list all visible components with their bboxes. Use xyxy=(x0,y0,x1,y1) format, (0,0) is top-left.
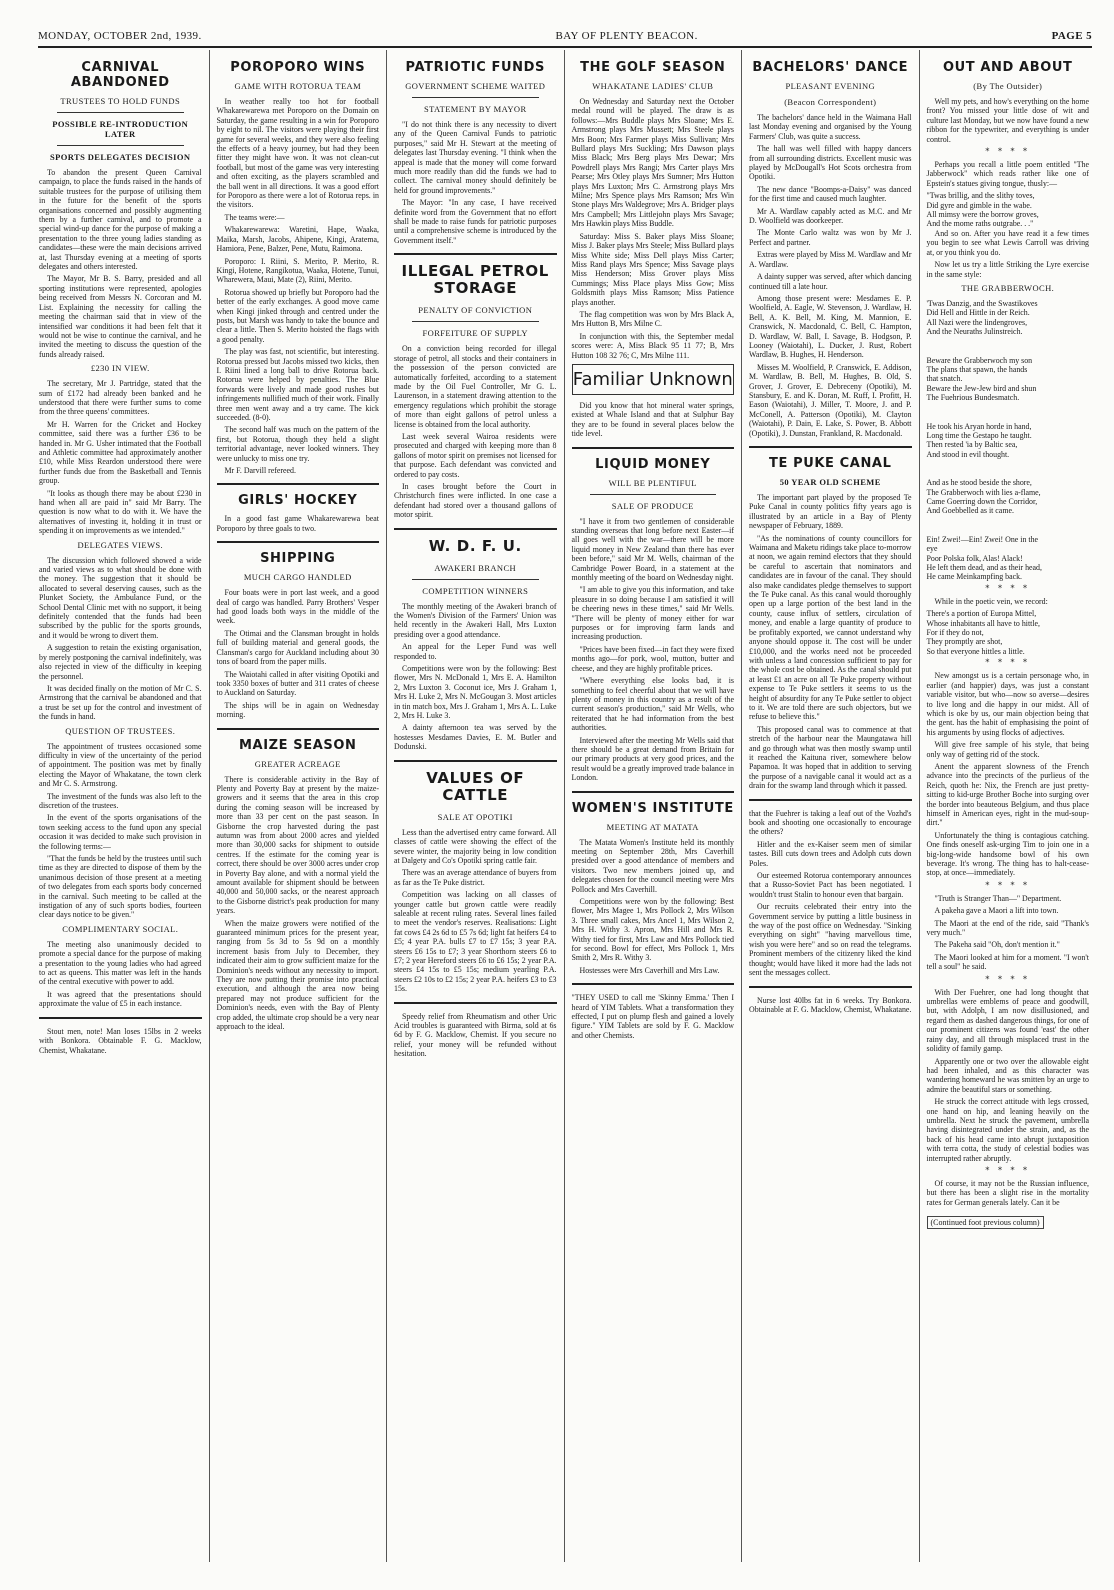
subhead: POSSIBLE RE-INTRODUCTION LATER xyxy=(52,119,189,139)
paragraph: A dainty supper was served, after which dancing continued till a late hour. xyxy=(749,272,912,291)
divider xyxy=(749,446,912,448)
headline-girls-hockey: GIRLS' HOCKEY xyxy=(238,493,358,509)
divider xyxy=(412,579,539,580)
paragraph: Among those present were: Mesdames E. P. Woolfield, A. Eagle, W. Stevenson, J. Wardlaw, H. Bell, A. K. Bell, M. King, M. Mannion, E. Cranswick, N. Macdonald, C. Bell, C. Hampton, D. Wardlaw, W. Ball, I. Savage, B. Hodgson, P. Looney (Waiotahi), L. Ducker, J. Rust, Robert Wardlaw, B. Hughes, H. Henderson. xyxy=(749,293,912,360)
column-2 xyxy=(209,50,387,1562)
paragraph: Our recruits celebrated their entry into the Government service by putting a little business in the way of the post office on Wednesday. "Sinking everything on sight" "having marvellous time, wish you were here" and so on read the telegrams. Prominent members of the citizenry liked the kind thought; would have liked it more had the lads not sent the messages collect. xyxy=(749,902,912,978)
paragraph: Now let us try a little Striking the Lyre exercise in the same style: xyxy=(926,260,1089,279)
paragraph: "I do not think there is any necessity to divert any of the Queen Carnival Funds to patriotic purposes," said Mr H. Stewart at the meeting of delegates last Thursday evening. "I think when the appeal is made that the money will come forward much more readily than did the funds we had to collect. The carnival money should definitely be held for ground improvements." xyxy=(394,120,557,195)
subhead: STATEMENT BY MAYOR xyxy=(423,104,527,114)
paragraph: "I am able to give you this information, and take pleasure in so doing because I am satisfied it will be cheering news in these times," said Mr Wells. "There will be plenty of money either for war purposes or for improving farm lands and increasing production. xyxy=(571,585,734,642)
paragraph: With Der Fuehrer, one had long thought that umbrellas were emblems of peace and goodwill, but, with Adolph, I am now disillusioned, and regard them as dashed dangerous things, for one of our prominent citizens was found 'east' the other rainy day, and all through misplaced trust in the solidity of family gamp. xyxy=(926,987,1089,1054)
paragraph: Saturday: Miss S. Baker plays Miss Sloane; Miss J. Baker plays Mrs Steele; Miss Bullard plays Miss White side; Miss Dell plays Miss Carter; Miss Rand plays Mrs Spence; Miss Savage plays Miss Henderson; Miss Grover plays Miss Cummings; Miss Place plays Miss Gow; Miss Goldsmith plays Miss Ramson; Miss Patience plays another. xyxy=(571,231,734,307)
advertisement: Stout men, note! Man loses 15lbs in 2 weeks with Bonkora. Obtainable F. G. Macklow, Chemist, Whakatane. xyxy=(39,1026,202,1055)
separator-stars: * * * * xyxy=(985,658,1031,668)
subhead: PLEASANT EVENING xyxy=(785,81,876,91)
continued-note: (Continued foot previous column) xyxy=(927,1216,1044,1229)
paragraph: "Prices have been fixed—in fact they were fixed months ago—for pork, wool, mutton, butter and cheese, and they are highly profitable prices. xyxy=(571,644,734,673)
paragraph: Competition was lacking on all classes of younger cattle but grown cattle were readily saleable at recent ruling rates. Several lines failed to meet the vendor's reserves. Realisations: Light fat cows £4 2s 6d to £5 7s 6d; light fat heifers £4 to £5; 4 year P.A. bulls £7 to £7 15s; 3 year P.A. steers £6 15s to £7; 3 year Shorthorn steers £6 to £7; 2 year Hereford steers £6 to £6 15s; 2 year P.A. steers £4 15s to £5 15s; medium yearling P.A. steers £2 10s to £2 15s; 2 year P.A. heifers £3 to £3 15s. xyxy=(394,890,557,994)
subhead: 50 YEAR OLD SCHEME xyxy=(779,477,881,487)
paragraph: It was agreed that the presentations should approximate the value of £5 in each instance. xyxy=(39,989,202,1009)
poem-line: Came Goerring down the Corridor, xyxy=(926,497,1038,506)
subhead: GREATER ACREAGE xyxy=(254,758,341,769)
paragraph: Anent the apparent slowness of the French advance into the precincts of the purlieus of the Reich, quoth he: Nix, the French are just pretty-sitting to kid-urge Brother Boche into surging over the border into beauteous Belgium, and thus place himself in American eyes, right in the mud-soup-dirt." xyxy=(926,761,1089,828)
paragraph: Well my pets, and how's everything on the home front? You missed your little dose of wit and culture last Monday, but we now have found a new ribbon for the typewriter, and everything is under control. xyxy=(926,97,1089,144)
poem-line: And Goebbelled as it came. xyxy=(926,506,1014,516)
paragraph: The important part played by the proposed Te Puke Canal in county politics fifty years ago is illustrated by an article in a Bay of Plenty newspaper of February, 1889. xyxy=(749,493,912,531)
paragraph: Hostesses were Mrs Caverhill and Mrs Law. xyxy=(579,965,720,975)
headline-maize: MAIZE SEASON xyxy=(239,737,357,753)
separator-stars: * * * * xyxy=(985,880,1031,890)
divider xyxy=(394,253,557,255)
paragraph: Unfortunately the thing is contagious catching. One finds oneself ask-urging Tim to join one in a big-long-wide handsome bowl of his own beverage. It's wrong. The thing has to halt-cease-stop, at once—immediately. xyxy=(926,830,1089,878)
headline-familiar-unknown: Familiar Unknown xyxy=(572,364,735,395)
paragraph: that the Fuehrer is taking a leaf out of the Vozhd's book and shooting one occasionally to encourage the others? xyxy=(749,808,912,837)
paragraph: Our esteemed Rotorua contemporary announces that a Russo-Soviet Pact has been negotiated. I wouldn't trust Stalin to honour even that bargain. xyxy=(749,871,912,899)
byline: (By The Outsider) xyxy=(973,81,1043,91)
poem-line: "Twas brillig, and the slithy toves, xyxy=(926,191,1035,201)
divider xyxy=(412,97,539,98)
paragraph: Rotorua showed up briefly but Poroporo had the better of the early exchanges. A good move came when Kingi jinked through and centred under the posts, but Marsh was handy to take the bounce and clear a little. Then S. Merito hoisted the flags with a good penalty. xyxy=(216,287,379,344)
masthead-title: BAY OF PLENTY BEACON. xyxy=(555,30,698,42)
advertisement: Nurse lost 40lbs fat in 6 weeks. Try Bonkora. Obtainable at F. G. Macklow, Chemist, Whakatane. xyxy=(749,995,912,1014)
paragraph: There was an average attendance of buyers from as far as the Te Puke district. xyxy=(394,868,557,887)
poem-line: Beware the Grabberwoch my son xyxy=(926,355,1033,365)
divider xyxy=(590,494,717,495)
headline-cattle: VALUES OF CATTLE xyxy=(426,768,525,804)
divider xyxy=(39,1017,202,1019)
divider xyxy=(572,791,735,793)
paragraph: In the event of the sports organisations of the town seeking access to the fund upon any special occasion it was decided to make such provision in the following terms:— xyxy=(39,813,202,851)
headline-shipping: SHIPPING xyxy=(260,551,336,567)
poem-line: eye xyxy=(926,544,938,554)
advertisement: "THEY USED to call me 'Skinny Emma.' Then I heard of YIM Tablets. What a transformation they effected, I put on plump flesh and gained a lovely figure." YIM Tablets are sold by F. G. Macklow and other Chemists. xyxy=(571,993,734,1040)
paragraph: Last week several Wairoa residents were prosecuted and charged with keeping more than 8 gallons of motor spirit on premises not licensed for that purpose. Each defendant was convicted and ordered to pay costs. xyxy=(394,431,557,479)
paragraph: The Mayor: "In any case, I have received definite word from the Government that no effort shall be made to raise funds for patriotic purposes until a comprehensive scheme is introduced by the Government itself." xyxy=(394,198,557,245)
headline-liquid-money: LIQUID MONEY xyxy=(595,456,711,472)
poem-line: that snatch. xyxy=(926,374,963,384)
subhead: MEETING AT MATATA xyxy=(606,821,699,832)
masthead-date: MONDAY, OCTOBER 2nd, 1939. xyxy=(38,30,202,42)
paragraph: The investment of the funds was also left to the discretion of the trustees. xyxy=(39,791,202,810)
poem-line: For if they do not, xyxy=(926,628,984,638)
poem-line: So that everyone hittles a little. xyxy=(926,646,1025,656)
paragraph: The Matata Women's Institute held its monthly meeting on September 28th, Mrs Caverhill presided over a good attendance of members and visitors. Two new members joined up, and delegates chosen for the council meeting were Mrs Pollock and Mrs Caverhill. xyxy=(571,837,734,894)
paragraph: The Waiotahi called in after visiting Opotiki and took 3350 boxes of butter and 311 crates of cheese to Auckland on Saturday. xyxy=(216,669,379,698)
poem-line: The plans that spawn, the hands xyxy=(926,364,1028,374)
subhead: TRUSTEES TO HOLD FUNDS xyxy=(60,96,181,106)
poem-limerick xyxy=(927,609,1090,656)
paragraph: Did you know that hot mineral water springs, existed at Whale Island and that at Sulphur Bay they are to be found in several places below the tide level. xyxy=(571,400,734,439)
paragraph: Will give free sample of his style, that being only way of getting rid of the stock. xyxy=(926,740,1089,759)
paragraph: He struck the correct attitude with legs crossed, one hand on hip, and leaning heavily on the umbrella. Next he struck the pavement, umbrella having disintegrated under the strain, and, as the back of his head came into abrupt juxtaposition with terra cotta, the study of celestial bodies was interrupted rather abruptly. xyxy=(926,1097,1089,1163)
paragraph: New amongst us is a certain personage who, in earlier (and happier) days, was just a constant variable visitor, but who—now so averse—desires to live long and die happy in our midst. All of which is oke by us, our main objection being that the gent. has the habit of emphasising the point of his arguments by using flocks of adjectives. xyxy=(926,671,1089,737)
subhead: PENALTY OF CONVICTION xyxy=(418,305,533,316)
poem-line: Did gyre and gimble in the wabe. xyxy=(926,200,1032,210)
divider xyxy=(57,112,184,113)
paragraph: To abandon the present Queen Carnival campaign, to place the funds raised in the hands of suitable trustees for the purpose of utilising them in the future for the benefit of the sports organisations concerned and possibly augmenting them by a further carnival, and to promote a special wind-up dance for the purpose of making a presentation to the three young ladies standing as candidates—these were the main decisions arrived at, last Thursday evening at a meeting of sports delegates and others interested. xyxy=(39,168,202,272)
section-heading: QUESTION OF TRUSTEES. xyxy=(65,725,176,736)
poem-line: Whose inhabitants all have to hittle, xyxy=(926,618,1041,628)
paragraph: Misses M. Woolfield, P. Cranswick, E. Addison, M. Wardlaw, B. Bell, M. Hughes, B. Old, S. Grover, J. Grover, E. Debreceny (Opotiki), M. Stansbury, E. and K. Doran, M. Ruff, I. Profitt, H. Eason (Waiotahi), J. Miller, T. Moore, J. and P. McConell, A. Patterson (Opotiki), M. Clayton (Waiotahi), P. Dain, E. Lake, S. Power, B. Abbott (Opotiki), J. Dunstan, Frankland, R. Macdonald. xyxy=(749,362,912,438)
paragraph: Perhaps you recall a little poem entitled "The Jabberwock" which reads rather like one of Epstein's statues giving tongue, thusly:— xyxy=(926,160,1089,188)
subhead: WILL BE PLENTIFUL xyxy=(608,477,697,488)
poem-line: The Grabberwoch with lies a-flame, xyxy=(926,487,1041,497)
poem-line: Then rested 'ia by Baltic sea, xyxy=(926,440,1018,450)
poem-line: All Nazi were the lindengroves, xyxy=(926,317,1028,327)
separator-stars: * * * * xyxy=(985,1165,1031,1175)
poem-line: Did Hell and Hittle in der Reich. xyxy=(926,308,1030,318)
poem-title: THE GRABBERWOCH. xyxy=(961,282,1055,293)
column-6 xyxy=(919,50,1097,1562)
headline-carnival: CARNIVAL ABANDONED xyxy=(70,60,170,90)
paragraph: The discussion which followed showed a wide and varied views as to what should be done with the money. The suggestion that it should be allocated to several deserving causes, such as the Plunket Society, the Ambulance Fund, or the School Dental Clinic met with no support, it being definitely contended that the funds had been subscribed by the public for the sports grounds, and it would be wrong to divert them. xyxy=(39,555,202,640)
paragraph: The monthly meeting of the Awakeri branch of the Women's Division of the Farmers' Union was held recently in the Awakeri Hall, Mrs Luxton presiding over a good attendance. xyxy=(394,601,557,639)
subhead: SALE OF PRODUCE xyxy=(611,500,694,511)
paragraph: Interviewed after the meeting Mr Wells said that there should be a great demand from Britain for our primary products at very good prices, and the result would be a greatly improved trade balance in London. xyxy=(571,735,734,783)
poem-line: They promptly are shot, xyxy=(926,637,1003,647)
poem-line: He came Meinkampfing back. xyxy=(926,572,1023,582)
paragraph: "That the funds be held by the trustees until such time as they are directed to dispose of them by the unanimous decision of those present at a meeting of two delegates from each sports body concerned in the carnival. Such meeting to be called at the instigation of any of such sports bodies, fourteen clear days notice to be given." xyxy=(39,854,202,920)
paragraph: The new dance "Boomps-a-Daisy" was danced for the first time and caused much laughter. xyxy=(749,184,912,204)
paragraph: In conjunction with this, the September medal scores were: A, Miss Black 95 11 77; B, Mrs Hutton 108 32 76; C, Mrs Milne 111. xyxy=(571,331,734,360)
paragraph: In cases brought before the Court in Christchurch fines were inflicted. In one case a defendant had stored over a thousand gallons of motor spirit. xyxy=(394,481,557,520)
paragraph: The flag competition was won by Mrs Black A, Mrs Hutton B, Mrs Milne C. xyxy=(571,309,734,329)
headline-petrol: ILLEGAL PETROL STORAGE xyxy=(401,262,549,298)
paragraph: Extras were played by Miss M. Wardlaw and Mr A. Wardlaw. xyxy=(749,250,912,269)
paragraph: In a good fast game Whakarewarewa beat Poroporo by three goals to two. xyxy=(216,514,379,533)
divider xyxy=(572,447,735,449)
advertisement: Speedy relief from Rheumatism and other Uric Acid troubles is guaranteed with Birma, sold at 6s 6d by F. G. Macklow, Chemist. If you secure no relief, your money will be refunded without hesitation. xyxy=(394,1011,557,1059)
poem-line: Poor Polska folk, Alas! Alack! xyxy=(926,553,1023,563)
paragraph: An appeal for the Leper Fund was well responded to. xyxy=(394,642,557,661)
paragraph: The teams were:— xyxy=(224,212,285,222)
separator-stars: * * * * xyxy=(985,583,1031,593)
subhead: AWAKERI BRANCH xyxy=(434,562,517,573)
poem-line: There's a portion of Europa Mittel, xyxy=(926,609,1037,619)
headline-golf: THE GOLF SEASON xyxy=(580,60,726,75)
poem-line: And the Neuraths Julinstreich. xyxy=(926,327,1023,337)
subhead: WHAKATANE LADIES' CLUB xyxy=(592,81,714,91)
paragraph: While in the poetic vein, we record: xyxy=(934,596,1048,606)
divider xyxy=(412,321,539,322)
separator-stars: * * * * xyxy=(985,147,1031,157)
paragraph: The Monte Carlo waltz was won by Mr J. Perfect and partner. xyxy=(749,228,912,247)
paragraph: The play was fast, not scientific, but interesting. Rotorua pressed but Jacobs missed two kicks, then I. Riini lined a long ball to drive Rotorua back. Rotorua were helped by penalties. The Blue forwards were lively and made good rushes but infringements nullified much of their work. Finally three men went away and a try came. The kick succeeded. (8-0). xyxy=(216,347,379,422)
paragraph: The meeting also unanimously decided to promote a special dance for the purpose of making a presentation to the young ladies who had agreed to act as queens. This matter was left in the hands of the central executive with power to add. xyxy=(39,939,202,987)
paragraph: On a conviction being recorded for illegal storage of petrol, all stocks and their containers in the possession of the person convicted are automatically forfeited, according to a statement made by the Oil Fuel Controller, Mr G. L. Laurenson, in a statement drawing attention to the emergency regulations which prohibit the storage of more than eight gallons of petrol unless a license is obtained from the local authority. xyxy=(394,344,557,429)
paragraph: "Truth is Stranger Than—" Department. xyxy=(934,893,1062,903)
headline-wdfu: W. D. F. U. xyxy=(428,536,522,555)
paragraph: Whakarewarewa: Waretini, Hape, Waaka, Maika, Marsh, Jacobs, Ahipene, Kingi, Aratema, Hamiora, Pene, Balzer, Pene, Mutu, Raimona. xyxy=(216,225,379,254)
subhead: GAME WITH ROTORUA TEAM xyxy=(234,81,362,91)
divider xyxy=(217,541,380,543)
paragraph: The Maori at the end of the ride, said "Thank's very much." xyxy=(926,918,1089,938)
divider xyxy=(217,728,380,730)
divider xyxy=(394,760,557,762)
paragraph: There is considerable activity in the Bay of Plenty and Poverty Bay at present by the maize-growers and it seems that the area in this crop during the coming season will be increased by more than 33 per cent on the past season. In Gisborne the crop harvested during the past autumn was from about 2000 acres and yielded more than 30,000 sacks for shipment to outside centres. If the estimate for the coming year is correct, there should be over 3000 acres under crop in Poverty Bay alone, and with a normal yield the amount available for shipment should be between 40,000 and 50,000 sacks, or the nearest approach to the Gisborne district's peak production for many years. xyxy=(216,774,379,916)
paragraph: Mr H. Warren for the Cricket and Hockey committee, said there was a further £36 to be handed in. Mr G. Usher intimated that the Football and Athletic committee had approximately another £10, while Miss Reardon understood there were further funds due from the Basketball and Tennis group. xyxy=(39,419,202,486)
poem-line: 'Twas Danzig, and the Swastikoves xyxy=(926,298,1038,308)
poem-jabberwock xyxy=(927,191,1090,229)
paragraph: Of course, it may not be the Russian influence, but there has been a slight rise in the mortality rates for German generals lately. Can it be xyxy=(926,1178,1089,1207)
paragraph: The second half was much on the pattern of the first, but Rotorua, though they held a slight territorial advantage, never looked winners. They were unlucky to miss one try. xyxy=(216,425,379,463)
paragraph: "I have it from two gentlemen of considerable standing overseas that long before next Easter—if all goes well with the war—there will be more liquid money in New Zealand than there has ever been before," said Mr M. Wells, chairman of the Cambridge Power Board, in a statement at the monthly meeting of the board on Wednesday night. xyxy=(571,516,734,583)
paragraph: Apparently one or two over the allowable eight had been inhaled, and as this character was wandering homeward he was smitten by an urge to admire the beautiful stars or something. xyxy=(926,1056,1089,1094)
headline-bachelors-dance: BACHELORS' DANCE xyxy=(752,60,909,75)
paragraph: A suggestion to retain the existing organisation, by merely postponing the carnival indefinitely, was also rejected in view of the difficulty in keeping the personnel. xyxy=(39,643,202,681)
poem-line: The Fuehrious Bundesmatch. xyxy=(926,393,1020,403)
masthead-page: PAGE 5 xyxy=(1051,30,1092,42)
paragraph: A pakeha gave a Maori a lift into town. xyxy=(934,906,1059,916)
poem-line: Beware the Jew-Jew bird and shun xyxy=(926,383,1037,393)
headline-womens-institute: WOMEN'S INSTITUTE xyxy=(571,800,734,816)
paragraph: The secretary, Mr J. Partridge, stated that the sum of £172 had already been banked and he understood that there were further sums to come from the three queens' committees. xyxy=(39,379,202,417)
poem-line: He took his Aryan horde in hand, xyxy=(926,421,1032,431)
subhead: GOVERNMENT SCHEME WAITED xyxy=(405,81,546,91)
divider xyxy=(749,799,912,801)
divider xyxy=(394,528,557,530)
separator-stars: * * * * xyxy=(985,974,1031,984)
paragraph: The bachelors' dance held in the Waimana Hall last Monday evening and organised by the Young Farmers' Club, was quite a success. xyxy=(749,113,912,141)
subhead: FORFEITURE OF SUPPLY xyxy=(422,328,528,339)
paragraph: Mr A. Wardlaw capably acted as M.C. and Mr D. Woolfield was doorkeeper. xyxy=(749,206,912,226)
column-4 xyxy=(564,50,742,1562)
paragraph: The Otimai and the Clansman brought in holds full of building material and general goods, the Clansman's cargo for Auckland including about 30 tons of board from the paper mills. xyxy=(216,628,379,667)
subhead: COMPETITION WINNERS xyxy=(422,585,529,596)
poem-grabberwoch xyxy=(927,299,1090,582)
poem-line: Long time the Gestapo he taught. xyxy=(926,430,1032,440)
paragraph: The ships will be in again on Wednesday morning. xyxy=(216,700,379,720)
paragraph: Less than the advertised entry came forward. All classes of cattle were showing the effect of the severe winter, the majority being in low condition at Dalgety and Co's Opotiki spring cattle fair. xyxy=(394,827,557,865)
poem-line: And as he stood beside the shore, xyxy=(926,478,1032,488)
paragraph: A dainty afternoon tea was served by the hostesses Mesdames Davies, E. M. Butler and Dodunski. xyxy=(394,723,557,752)
paragraph: This proposed canal was to commence at that stretch of the harbour near the Maungatawa hill and go through what was then mostly swamp until it reached the Kaituna river, somewhere below Papamoa. It was hoped that in addition to serving the purpose of a navigable canal it would act as a drain for the swamp land through which it passed. xyxy=(749,724,912,791)
paragraph: Hitler and the ex-Kaiser seem men of similar tastes. Bill cuts down trees and Adolph cuts down Poles. xyxy=(749,839,912,868)
paragraph: Four boats were in port last week, and a good deal of cargo was handled. Parry Brothers' Vesper had good loads both ways in the middle of the week. xyxy=(216,588,379,626)
poem-line: And the mome raths outgrabe. . ." xyxy=(926,219,1034,229)
paragraph: Poroporo: I. Riini, S. Merito, P. Merito, R. Kingi, Hotene, Rangikotua, Waaka, Hotene, Tunui, Wharewera, Maui, Mate (2), Riini, Merito. xyxy=(216,256,379,285)
paragraph: In weather really too hot for football Whakarewarewa met Poroporo on the Domain on Saturday, the game resulting in a win for Poroporo by eight to nil. The visitors were playing their first game for several weeks, and they were also feeling the effects of a heavy journey, but had they been fitter they might have won. It was not clean-cut football, but most of the game was very interesting and often exciting, as the players scrambled and the ball went in all directions. It was a good effort for Poroporo as there were a lot of Rotorua reps. in the visitors. xyxy=(216,97,379,210)
paragraph: The appointment of trustees occasioned some difficulty in view of the uncertainty of the period of appointment. The position was met by finally electing the Mayor of Whakatane, the town clerk and Mr C. S. Armstrong. xyxy=(39,741,202,789)
column-3 xyxy=(386,50,564,1562)
paragraph: When the maize growers were notified of the guaranteed minimum prices for the present year, ranging from 5s 3d to 5s 9d on a monthly increment basis from July to December, they indicated their aim to grow sufficient maize for the Dominion's needs without any necessity to import. They are now putting their promise into practical execution, and although the area now being prepared may not produce sufficient for the Dominion's needs, even with the Bay of Plenty crop added, the ultimate crop should be a very near approach to the ideal. xyxy=(216,918,379,1032)
paragraph: On Wednesday and Saturday next the October medal round will be played. The draw is as follows:—Mrs Buddle plays Mrs Sloane; Mrs E. Armstrong plays Mrs Mussett; Mrs Steele plays Mrs Boon; Mrs Farmer plays Miss Sullivan; Mrs Bullard plays Mrs Suckling; Mrs Dawson plays Miss Black; Mrs Berg plays Mrs Dewar; Mrs Powdrell plays Mrs Rangi; Mrs Carter plays Mrs Pearse; Mrs Otley plays Mrs Sumner; Mrs Hutton plays Mrs Luxton; Mrs C. Armstrong plays Mrs Milne; Mrs Spence plays Mrs Ramson; Mrs Win Stone plays Mrs Waldegrove; Mrs A. Bridger plays Mrs Campbell; Mrs Littlejohn plays Mrs Savage; Mrs Hawkin plays Miss Buddle. xyxy=(571,97,734,229)
paragraph: "It looks as though there may be about £230 in hand when all are paid in" said Mr Barry. The question is now what to do with it. We have the alternatives of investing it, holding it in trust or spending it on improvements as we intended." xyxy=(39,488,202,536)
column-1 xyxy=(32,50,209,1562)
paragraph: The Pakeha said "Oh, don't mention it." xyxy=(934,940,1060,950)
poem-line: He left them dead, and as their head, xyxy=(926,563,1042,573)
poem-line: And stood in evil thought. xyxy=(926,449,1010,459)
section-heading: COMPLIMENTARY SOCIAL. xyxy=(62,923,179,934)
divider xyxy=(572,983,735,985)
section-heading: £230 IN VIEW. xyxy=(90,363,150,374)
headline-patriotic: PATRIOTIC FUNDS xyxy=(405,60,545,75)
poem-line: All mimsy were the borrow groves, xyxy=(926,210,1039,220)
headline-out-and-about: OUT AND ABOUT xyxy=(942,60,1073,75)
columns xyxy=(32,50,1096,1562)
column-5 xyxy=(741,50,919,1562)
divider xyxy=(394,1002,557,1004)
paragraph: "As the nominations of county councillors for Waimana and Maketu ridings take place to-morrow at noon, we again remind electors that they should be careful to ascertain that nominators and candidates are in favour of the canal. They should also make candidates pledge themselves to support the Te Puke canal. As this canal would thoroughly open up a large portion of the best land in the county, cause influx of settlers, circulation of money, and enable a large quantity of produce to be profitably exported, we cannot understand why anyone should oppose it. The cost will be under £10,000, and the works need not be proceeded with unless a land concession sufficient to pay for the whole cost be obtained. As the canal should put at least £1 an acre on all Te Puke property without expense to Te Puke settlers it seems to us the height of absurdity for any Te Puke settler to object to it. We are told there are such objectors, but we refuse to believe this." xyxy=(749,533,912,722)
paragraph: The hall was well filled with happy dancers from all surrounding districts. Excellent music was played by McDougall's Hot Scots orchestra from Opotiki. xyxy=(749,144,912,182)
divider xyxy=(217,483,380,485)
byline: (Beacon Correspondent) xyxy=(784,97,877,107)
masthead xyxy=(38,26,1092,48)
paragraph: And so on. After you have read it a few times you begin to see what Lewis Carroll was driving at, or you think you do. xyxy=(926,228,1089,257)
paragraph: The Mayor, Mr B. S. Barry, presided and all sporting institutions were represented, apologies being received from Messrs N. Corcoran and M. List. Explaining the necessity for calling the meeting the chairman said that in view of the intensified war conditions it had been felt that it would not be wise to continue the carnival, and he invited the meeting to discuss the question of the funds already raised. xyxy=(39,274,202,359)
headline-poroporo: POROPORO WINS xyxy=(230,60,366,75)
subhead: MUCH CARGO HANDLED xyxy=(243,572,352,583)
paragraph: The Maori looked at him for a moment. "I won't tell a soul" he said. xyxy=(926,952,1089,972)
poem-line: Ein! Zwei!—Ein! Zwei! One in the xyxy=(926,534,1039,544)
divider xyxy=(57,145,184,146)
paragraph: Competitions were won by the following: Best flower, Mrs N. McDonald 1, Mrs E. A. Hamilton 2, Mrs Luxton 3. Coconut ice, Mrs J. Graham 1, Mrs H. Luke 2, Mrs N. McGougan 3. Most articles in tin match box, Mrs J. Graham 1, Mrs A. L. Luke 2, Mrs H. Luke 3. xyxy=(394,664,557,721)
headline-te-puke-canal: TE PUKE CANAL xyxy=(769,456,892,471)
paragraph: Mr F. Darvill refereed. xyxy=(224,466,296,476)
subhead: SALE AT OPOTIKI xyxy=(437,811,513,822)
subhead: SPORTS DELEGATES DECISION xyxy=(50,152,191,162)
section-heading: DELEGATES VIEWS. xyxy=(77,539,164,550)
paragraph: It was decided finally on the motion of Mr C. S. Armstrong that the carnival be abandoned and that a trust be set up for the control and investment of the funds in hand. xyxy=(39,683,202,722)
paragraph: Competitions were won by the following: Best flower, Mrs Magee 1, Mrs Pollock 2, Mrs Wilson 3. Three small cakes, Mrs Ancel 1, Mrs Wilson 2, Mrs H. Withy 3. Apron, Mrs Hill and Mrs R. Withy tied for first, Mrs Law and Mrs Pollock tied for second. Bowl for effect, Mrs Pollock 1, Mrs Smith 2, Mrs R. Withy 3. xyxy=(571,897,734,963)
divider xyxy=(749,986,912,988)
paragraph: "Where everything else looks bad, it is something to feel cheerful about that we will have plenty of money in this country as a result of the current season's production," said Mr Wells, who reiterated that he had information from the best authorities. xyxy=(571,676,734,733)
